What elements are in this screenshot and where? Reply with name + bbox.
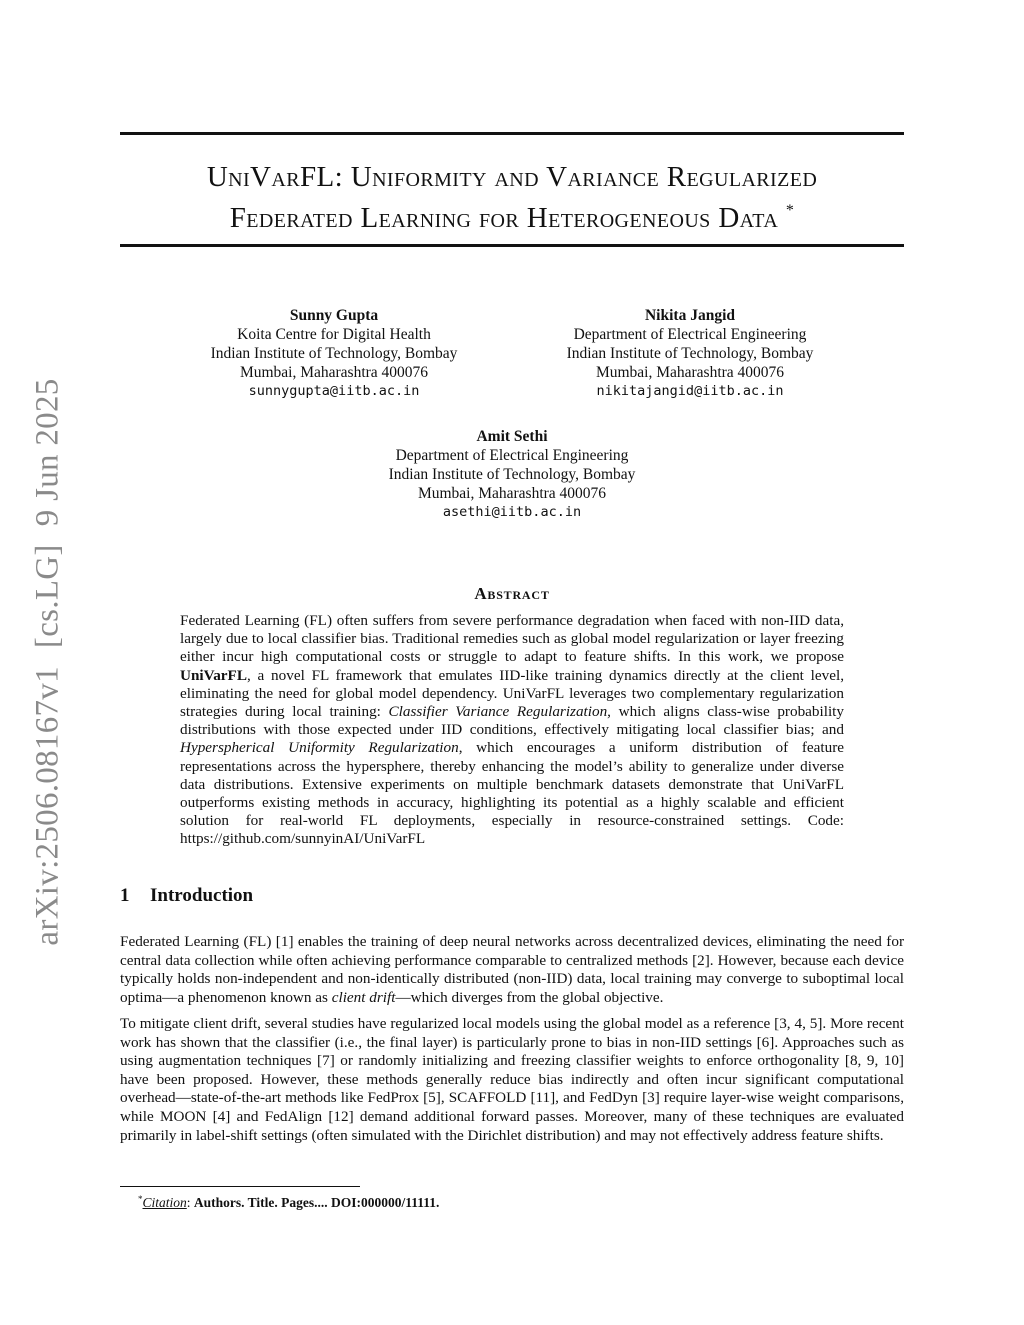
author-department: Koita Centre for Digital Health	[237, 326, 431, 343]
arxiv-sidebar-stamp	[30, 378, 67, 945]
arxiv-id: arXiv:2506.08167v1	[29, 666, 66, 946]
intro-paragraph-2: To mitigate client drift, several studies have regularized local models using the global model as a reference [3, 4, 5]. More recent work has shown that the classifier (i.e., the final layer) is particularly prone to bias in non-IID settings [6]. Approaches such as using augmentation techniques [7] or randomly initializing and freezing classifier weights to enforce orthogonality [8, 9, 10] have been proposed. However, these methods generally reduce bias indirectly and often incur significant computational overhead—state-of-the-art methods like FedProx [5], SCAFFOLD [11], and FedDyn [3] require layer-wise weight comparisons, while MOON [4] and FedAlign [12] demand additional forward passes. Moreover, many of these techniques are evaluated primarily in label-shift settings (often simulated with the Dirichlet distribution) and may not effectively address feature shifts.	[120, 1015, 904, 1144]
section-heading-introduction	[120, 885, 253, 907]
author-email[interactable]: asethi@iitb.ac.in	[442, 504, 582, 520]
section-number: 1	[120, 885, 130, 906]
author-block	[362, 427, 662, 522]
title-line-1: UniVarFL: Uniformity and Variance Regularized	[206, 161, 818, 193]
footnote-rule	[120, 1186, 360, 1187]
author-address: Mumbai, Maharashtra 400076	[595, 364, 785, 381]
term-client-drift: client drift	[331, 988, 396, 1006]
author-block	[184, 306, 484, 401]
paper-title	[120, 160, 904, 235]
abstract-body	[180, 612, 844, 849]
section-title: Introduction	[150, 885, 254, 906]
author-institute: Indian Institute of Technology, Bombay	[210, 345, 458, 362]
term-classifier-variance: Classifier Variance Regularization	[388, 703, 608, 721]
author-name: Sunny Gupta	[289, 307, 379, 324]
footnote-colon: :	[186, 1195, 191, 1210]
arxiv-date: 9 Jun 2025	[29, 378, 66, 527]
intro-p1-text-b: —which diverges from the global objective.	[395, 988, 664, 1006]
author-email[interactable]: sunnygupta@iitb.ac.in	[248, 383, 420, 399]
author-institute: Indian Institute of Technology, Bombay	[566, 345, 814, 362]
author-name: Amit Sethi	[476, 428, 548, 445]
abstract-text-1: Federated Learning (FL) often suffers from severe performance degradation when faced with non-IID data, largely due to local classifier bias. Traditional remedies such as global model regularization or layer freezing either incur high computational costs or struggle to adapt to feature shifts. In this work, we propose	[180, 612, 844, 666]
title-footnote-marker: *	[785, 202, 795, 219]
author-department: Department of Electrical Engineering	[395, 447, 629, 464]
abstract-heading: Abstract	[474, 584, 550, 603]
arxiv-category: [cs.LG]	[29, 544, 66, 649]
term-hyperspherical-uniformity: Hyperspherical Uniformity Regularization	[180, 739, 459, 757]
author-block	[540, 306, 840, 401]
title-rule-bottom	[120, 244, 904, 247]
author-email[interactable]: nikitajangid@iitb.ac.in	[596, 383, 784, 399]
footnote-citation-label: Citation	[142, 1195, 187, 1210]
abstract-text-4: , which encourages a uniform distribution of feature representations across the hypersphere, thereby enhancing the model’s ability to generalize under diverse data distributions. Extensive experiments on multiple benchmark datasets demonstrate that UniVarFL outperforms existing methods in accuracy, highlighting its potential as a highly scalable and efficient solution for real-world FL deployments, especially in resource-constrained settings. Code: https://github.com/sunnyinAI/UniVarFL	[180, 739, 844, 848]
footnote-citation-text: Authors. Title. Pages.... DOI:000000/11111.	[193, 1195, 440, 1210]
title-rule-top	[120, 132, 904, 135]
title-line-2	[120, 194, 904, 235]
title-line-2-text: Federated Learning for Heterogeneous Data	[229, 202, 779, 234]
author-address: Mumbai, Maharashtra 400076	[417, 485, 607, 502]
abstract-text-3: , which aligns class-wise probability distributions with those expected under IID conditions, effectively mitigating local classifier bias; and	[180, 703, 844, 739]
intro-p1-text-a: Federated Learning (FL) [1] enables the training of deep neural networks across decentralized devices, eliminating the need for central data collection while often achieving performance comparable to centralized methods [2]. However, because each device typically holds non-independent and non-identically distributed (non-IID) data, local training may converge to suboptimal local optima—a phenomenon known as	[120, 933, 904, 1006]
author-name: Nikita Jangid	[644, 307, 735, 324]
author-address: Mumbai, Maharashtra 400076	[239, 364, 429, 381]
abstract-text-2: , a novel FL framework that emulates IID-like training dynamics directly at the client level, eliminating the need for global model dependency. UniVarFL leverages two complementary regularization strategies during local training:	[180, 666, 844, 721]
intro-paragraph-1	[120, 933, 904, 1007]
method-name: UniVarFL	[180, 666, 247, 684]
footnote-marker: *	[138, 1194, 143, 1204]
author-department: Department of Electrical Engineering	[573, 326, 807, 343]
author-institute: Indian Institute of Technology, Bombay	[388, 466, 636, 483]
footnote	[138, 1191, 439, 1211]
